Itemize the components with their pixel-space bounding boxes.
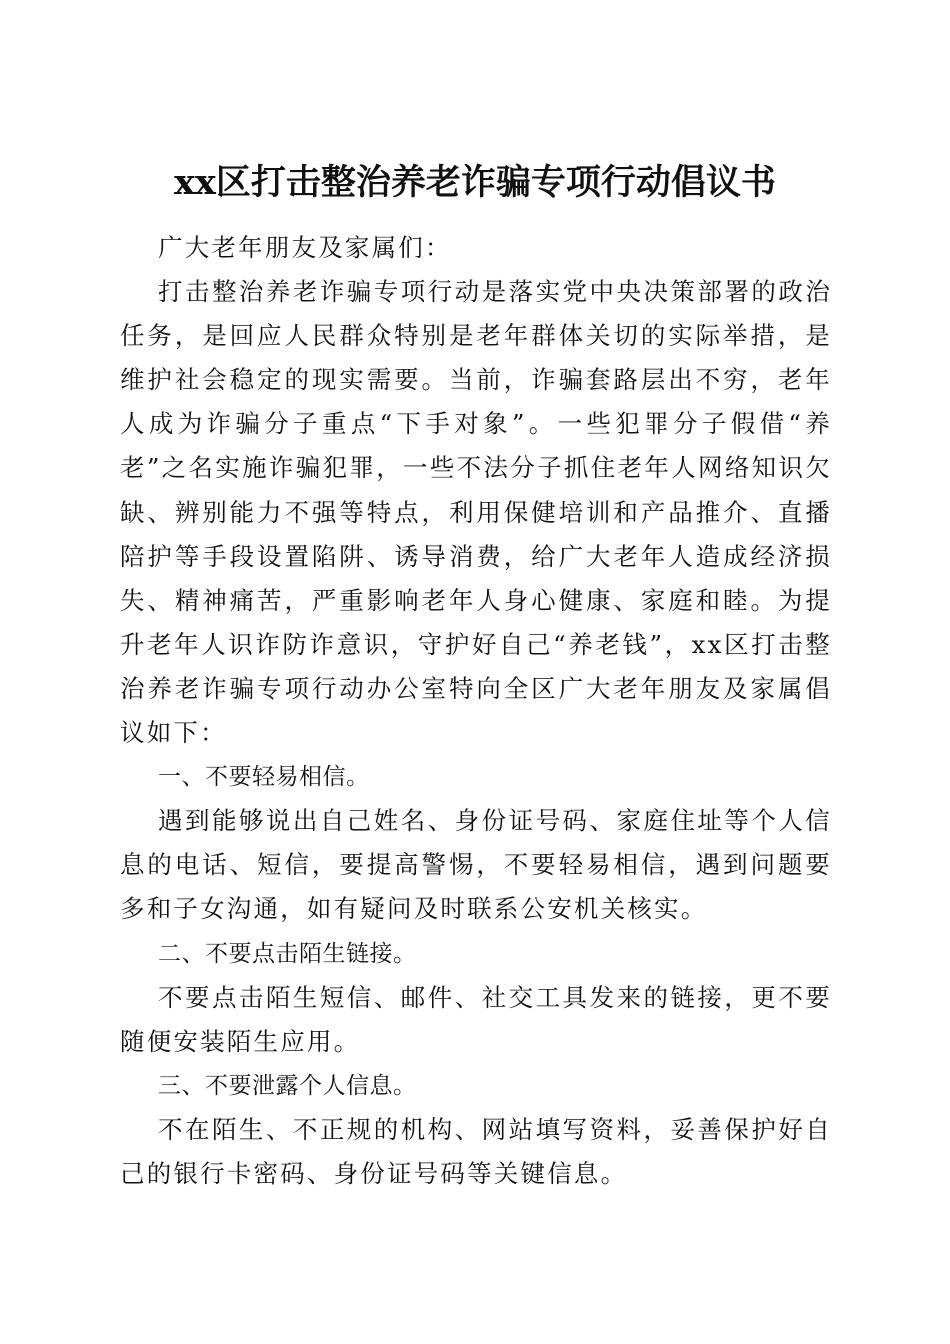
section-heading-2: 二、不要点击陌生链接。 [158, 940, 417, 967]
section-text-2: 不要点击陌生短信、邮件、社交工具发来的链接，更不要随便安装陌生应用。 [120, 982, 832, 1056]
section-text-3: 不在陌生、不正规的机构、网站填写资料，妥善保护好自己的银行卡密码、身份证号码等关键信息。 [120, 1114, 832, 1188]
section-heading-3: 三、不要泄露个人信息。 [158, 1072, 417, 1099]
section-text-1: 遇到能够说出自己姓名、身份证号码、家庭住址等个人信息的电话、短信，要提高警惕，不要轻易相信，遇到问题要多和子女沟通，如有疑问及时联系公安机关核实。 [120, 806, 832, 924]
document-body [120, 226, 832, 1196]
salutation: 广大老年朋友及家属们： [158, 233, 452, 262]
document-title: xx区打击整治养老诈骗专项行动倡议书 [174, 162, 776, 204]
intro-paragraph: 打击整治养老诈骗专项行动是落实党中央决策部署的政治任务，是回应人民群众特别是老年群体关切的实际举措，是维护社会稳定的现实需要。当前，诈骗套路层出不穷，老年人成为诈骗分子重点“下手对象”。一些犯罪分子假借“养老”之名实施诈骗犯罪，一些不法分子抓住老年人网络知识欠缺、辨别能力不强等特点，利用保健培训和产品推介、直播陪护等手段设置陷阱、诱导消费，给广大老年人造成经济损失、精神痛苦，严重影响老年人身心健康、家庭和睦。为提升老年人识诈防诈意识，守护好自己“养老钱”，xx区打击整治养老诈骗专项行动办公室特向全区广大老年朋友及家属倡议如下： [120, 277, 832, 748]
section-heading-1: 一、不要轻易相信。 [158, 764, 370, 791]
